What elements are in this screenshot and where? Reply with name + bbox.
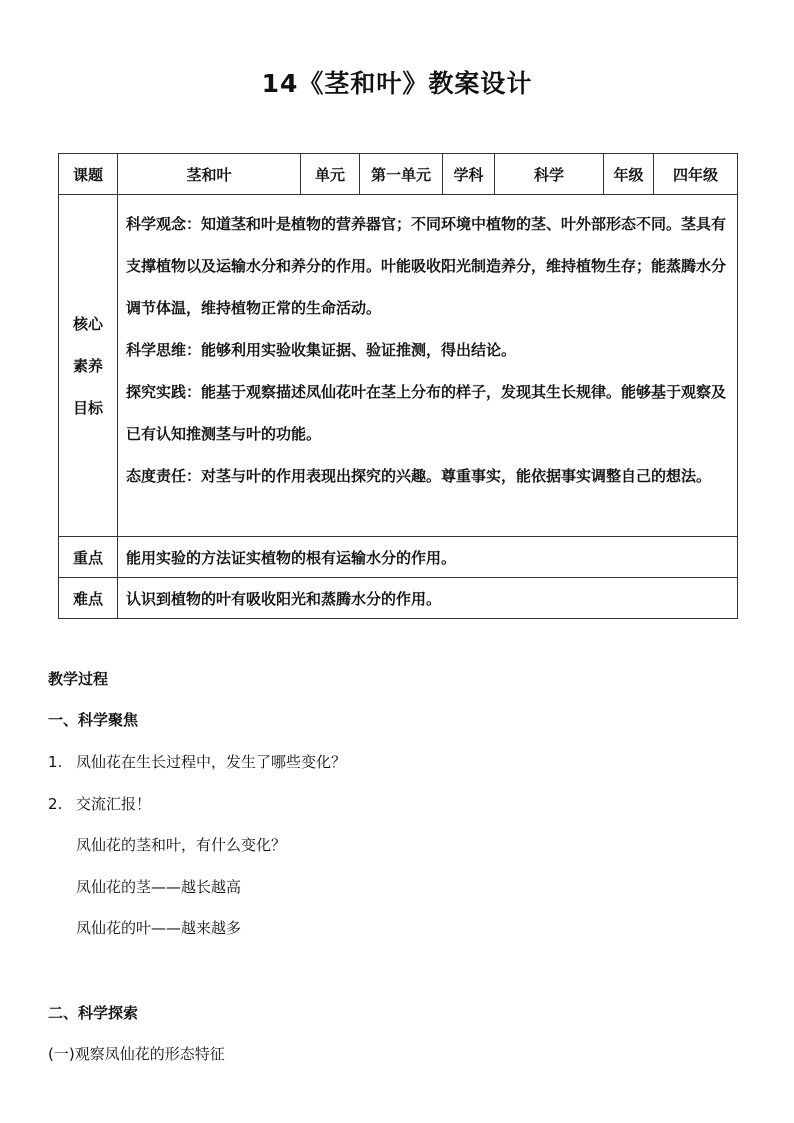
unit-label: 单元 — [301, 154, 360, 195]
core-label-line: 目标 — [72, 398, 103, 417]
difficult-point-value: 认识到植物的叶有吸收阳光和蒸腾水分的作用。 — [118, 578, 738, 619]
table-row — [59, 537, 738, 578]
science-thinking-paragraph: 科学思维：能够利用实验收集证据、验证推测，得出结论。 — [126, 341, 517, 359]
section-science-focus: 一、科学聚焦 — [48, 711, 139, 729]
key-point-value: 能用实验的方法证实植物的根有运输水分的作用。 — [118, 537, 738, 578]
page-title: 14《茎和叶》教案设计 — [261, 69, 533, 98]
list-text: 凤仙花在生长过程中，发生了哪些变化？ — [76, 753, 347, 771]
list-number: 2. — [48, 795, 63, 813]
grade-label: 年级 — [604, 154, 654, 195]
table-row — [59, 578, 738, 619]
core-literacy-label — [59, 195, 118, 537]
list-number: 1. — [48, 753, 63, 771]
core-label-line: 素养 — [72, 356, 103, 375]
process-heading: 教学过程 — [48, 670, 109, 688]
sub-text: 凤仙花的茎——越长越高 — [76, 878, 242, 896]
inquiry-practice-paragraph: 探究实践：能基于观察描述凤仙花叶在茎上分布的样子，发现其生长规律。能够基于观察及已有认知推测茎与叶的功能。 — [126, 383, 727, 443]
section-science-explore: 二、科学探索 — [48, 1004, 139, 1022]
course-value: 茎和叶 — [118, 154, 301, 195]
subject-label: 学科 — [443, 154, 495, 195]
table-row — [59, 195, 738, 537]
table-row — [59, 154, 738, 195]
list-item — [48, 751, 346, 772]
sub-text: 凤仙花的叶——越来越多 — [76, 919, 242, 937]
lesson-plan-table — [58, 153, 738, 619]
unit-value: 第一单元 — [360, 154, 443, 195]
attitude-paragraph: 态度责任：对茎与叶的作用表现出探究的兴趣。尊重事实，能依据事实调整自己的想法。 — [126, 467, 712, 485]
grade-value: 四年级 — [654, 154, 738, 195]
core-literacy-content — [118, 195, 738, 537]
difficult-point-label: 难点 — [59, 578, 118, 619]
list-item — [48, 793, 151, 814]
list-text: 交流汇报！ — [76, 795, 152, 813]
course-label: 课题 — [59, 154, 118, 195]
sub-text: 凤仙花的茎和叶，有什么变化？ — [76, 836, 287, 854]
science-concept-paragraph: 科学观念：知道茎和叶是植物的营养器官；不同环境中植物的茎、叶外部形态不同。茎具有支撑植物以及运输水分和养分的作用。叶能吸收阳光制造养分，维持植物生存；能蒸腾水分调节体温，维持植物正常的生命活动。 — [126, 215, 727, 317]
core-label-line: 核心 — [72, 314, 103, 333]
key-point-label: 重点 — [59, 537, 118, 578]
subject-value: 科学 — [495, 154, 604, 195]
subsection-observe: (一)观察凤仙花的形态特征 — [48, 1045, 225, 1063]
